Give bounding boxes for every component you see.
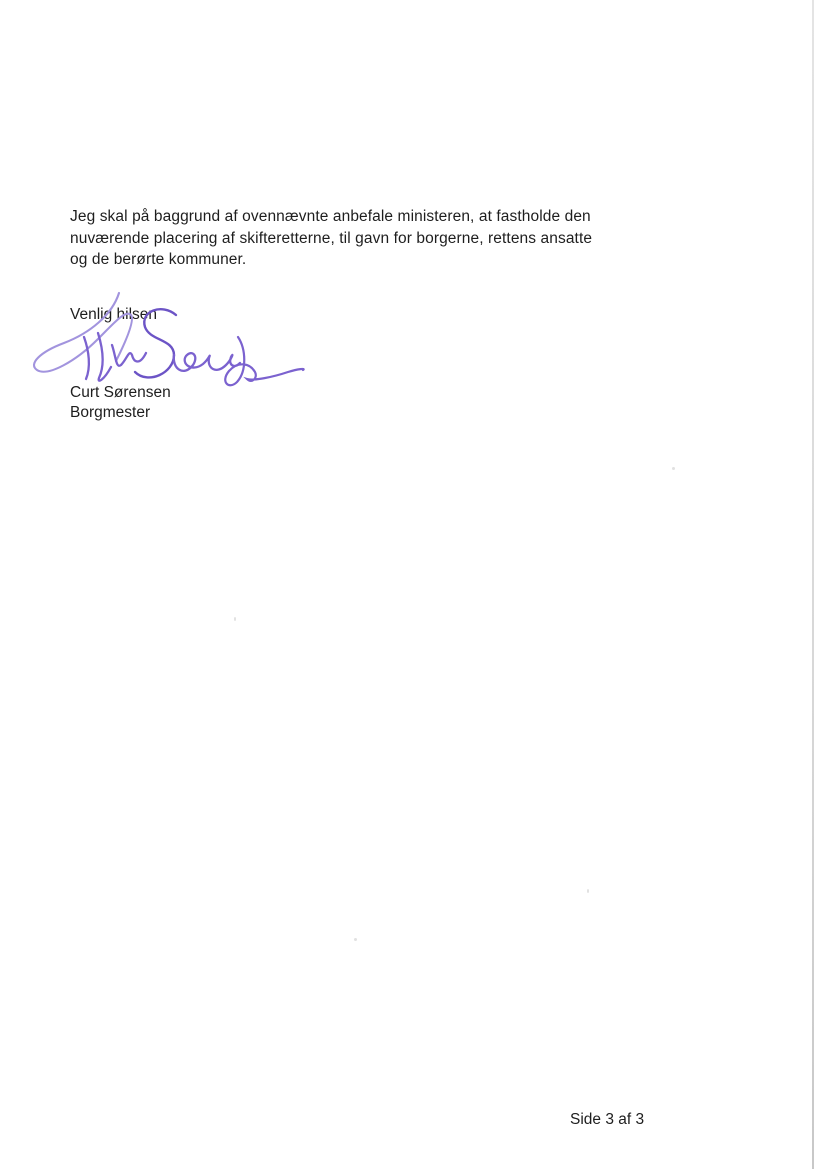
signer-title: Borgmester xyxy=(70,404,151,421)
scan-speck xyxy=(587,889,589,893)
body-paragraph xyxy=(70,206,610,271)
paragraph-line: og de berørte kommuner. xyxy=(70,251,247,268)
paragraph-line: Jeg skal på baggrund af ovennævnte anbefale ministeren, at fastholde den xyxy=(70,208,591,225)
signer-name: Curt Sørensen xyxy=(70,384,171,401)
handwritten-signature-icon xyxy=(28,289,313,391)
scan-edge-line xyxy=(812,0,814,1169)
scan-speck xyxy=(354,938,357,941)
page-number-indicator: Side 3 af 3 xyxy=(570,1111,645,1128)
scan-speck xyxy=(672,467,675,470)
closing-salutation: Venlig hilsen xyxy=(70,306,158,323)
paragraph-line: nuværende placering af skifteretterne, til gavn for borgerne, rettens ansatte xyxy=(70,229,593,247)
scan-speck xyxy=(234,617,236,621)
